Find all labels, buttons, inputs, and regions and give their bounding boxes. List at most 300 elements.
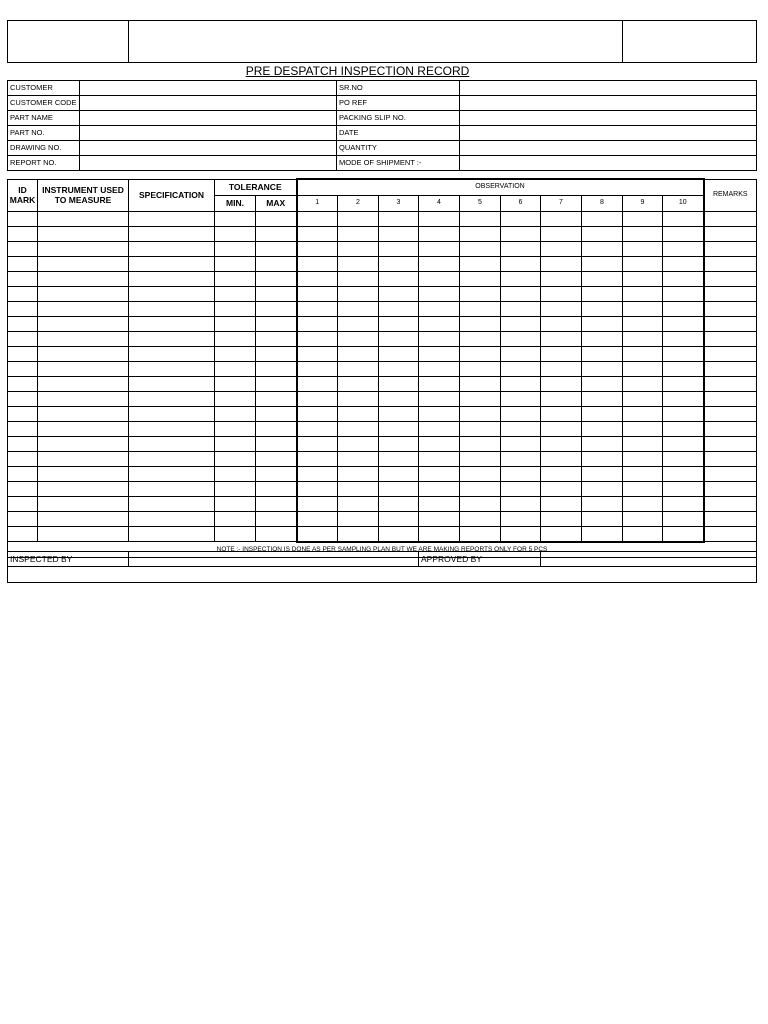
table-cell[interactable]	[419, 436, 460, 451]
table-cell[interactable]	[215, 226, 256, 241]
table-cell[interactable]	[663, 301, 704, 316]
table-cell[interactable]	[704, 286, 757, 301]
table-cell[interactable]	[460, 466, 501, 481]
table-cell[interactable]	[215, 271, 256, 286]
table-cell[interactable]	[215, 256, 256, 271]
table-cell[interactable]	[379, 496, 419, 511]
table-cell[interactable]	[419, 526, 460, 542]
table-cell[interactable]	[541, 466, 582, 481]
table-cell[interactable]	[379, 526, 419, 542]
table-cell[interactable]	[256, 421, 297, 436]
table-cell[interactable]	[38, 391, 129, 406]
table-cell[interactable]	[663, 376, 704, 391]
table-cell[interactable]	[8, 436, 38, 451]
table-cell[interactable]	[129, 346, 215, 361]
table-cell[interactable]	[8, 241, 38, 256]
table-cell[interactable]	[419, 256, 460, 271]
info-value-field[interactable]	[80, 126, 337, 141]
table-cell[interactable]	[582, 346, 623, 361]
table-cell[interactable]	[541, 271, 582, 286]
approved-by-field[interactable]	[541, 552, 757, 567]
table-cell[interactable]	[501, 346, 541, 361]
table-cell[interactable]	[129, 526, 215, 542]
table-cell[interactable]	[460, 406, 501, 421]
table-cell[interactable]	[38, 226, 129, 241]
table-cell[interactable]	[338, 481, 379, 496]
table-cell[interactable]	[338, 511, 379, 526]
table-cell[interactable]	[419, 286, 460, 301]
table-cell[interactable]	[582, 331, 623, 346]
table-cell[interactable]	[338, 391, 379, 406]
table-cell[interactable]	[704, 316, 757, 331]
table-cell[interactable]	[215, 391, 256, 406]
table-cell[interactable]	[38, 301, 129, 316]
table-cell[interactable]	[541, 346, 582, 361]
table-cell[interactable]	[541, 286, 582, 301]
table-cell[interactable]	[704, 211, 757, 226]
table-cell[interactable]	[501, 301, 541, 316]
table-cell[interactable]	[256, 271, 297, 286]
table-cell[interactable]	[8, 361, 38, 376]
table-cell[interactable]	[704, 361, 757, 376]
table-cell[interactable]	[501, 286, 541, 301]
table-cell[interactable]	[704, 526, 757, 542]
table-cell[interactable]	[129, 241, 215, 256]
table-cell[interactable]	[297, 211, 338, 226]
table-cell[interactable]	[256, 391, 297, 406]
table-cell[interactable]	[338, 301, 379, 316]
table-cell[interactable]	[129, 316, 215, 331]
table-cell[interactable]	[215, 406, 256, 421]
table-cell[interactable]	[8, 301, 38, 316]
table-cell[interactable]	[8, 331, 38, 346]
table-cell[interactable]	[704, 226, 757, 241]
table-cell[interactable]	[338, 241, 379, 256]
table-cell[interactable]	[338, 436, 379, 451]
table-cell[interactable]	[501, 241, 541, 256]
table-cell[interactable]	[8, 226, 38, 241]
table-cell[interactable]	[704, 436, 757, 451]
table-cell[interactable]	[704, 451, 757, 466]
table-cell[interactable]	[460, 361, 501, 376]
table-cell[interactable]	[623, 481, 663, 496]
table-cell[interactable]	[38, 451, 129, 466]
table-cell[interactable]	[297, 316, 338, 331]
table-cell[interactable]	[460, 331, 501, 346]
table-cell[interactable]	[460, 346, 501, 361]
table-cell[interactable]	[38, 466, 129, 481]
table-cell[interactable]	[501, 496, 541, 511]
info-value-field[interactable]	[460, 96, 757, 111]
table-cell[interactable]	[338, 271, 379, 286]
table-cell[interactable]	[704, 421, 757, 436]
table-cell[interactable]	[129, 331, 215, 346]
table-cell[interactable]	[215, 286, 256, 301]
table-cell[interactable]	[256, 406, 297, 421]
table-cell[interactable]	[256, 256, 297, 271]
table-cell[interactable]	[623, 421, 663, 436]
table-cell[interactable]	[38, 331, 129, 346]
table-cell[interactable]	[379, 421, 419, 436]
table-cell[interactable]	[129, 286, 215, 301]
table-cell[interactable]	[623, 316, 663, 331]
table-cell[interactable]	[623, 241, 663, 256]
table-cell[interactable]	[8, 286, 38, 301]
table-cell[interactable]	[419, 376, 460, 391]
table-cell[interactable]	[704, 301, 757, 316]
table-cell[interactable]	[8, 421, 38, 436]
table-cell[interactable]	[623, 331, 663, 346]
table-cell[interactable]	[379, 301, 419, 316]
table-cell[interactable]	[704, 511, 757, 526]
table-cell[interactable]	[704, 376, 757, 391]
table-cell[interactable]	[663, 436, 704, 451]
table-cell[interactable]	[38, 316, 129, 331]
table-cell[interactable]	[541, 421, 582, 436]
table-cell[interactable]	[8, 391, 38, 406]
table-cell[interactable]	[623, 511, 663, 526]
table-cell[interactable]	[215, 241, 256, 256]
table-cell[interactable]	[623, 286, 663, 301]
table-cell[interactable]	[297, 226, 338, 241]
table-cell[interactable]	[338, 211, 379, 226]
table-cell[interactable]	[379, 361, 419, 376]
table-cell[interactable]	[338, 376, 379, 391]
table-cell[interactable]	[379, 346, 419, 361]
table-cell[interactable]	[663, 526, 704, 542]
table-cell[interactable]	[215, 436, 256, 451]
table-cell[interactable]	[582, 466, 623, 481]
table-cell[interactable]	[704, 256, 757, 271]
table-cell[interactable]	[541, 361, 582, 376]
table-cell[interactable]	[256, 466, 297, 481]
table-cell[interactable]	[129, 391, 215, 406]
table-cell[interactable]	[38, 361, 129, 376]
table-cell[interactable]	[419, 451, 460, 466]
table-cell[interactable]	[623, 301, 663, 316]
table-cell[interactable]	[582, 526, 623, 542]
table-cell[interactable]	[501, 256, 541, 271]
table-cell[interactable]	[663, 511, 704, 526]
table-cell[interactable]	[297, 331, 338, 346]
table-cell[interactable]	[38, 256, 129, 271]
table-cell[interactable]	[541, 226, 582, 241]
table-cell[interactable]	[419, 226, 460, 241]
info-value-field[interactable]	[460, 81, 757, 96]
table-cell[interactable]	[582, 451, 623, 466]
table-cell[interactable]	[419, 511, 460, 526]
table-cell[interactable]	[379, 271, 419, 286]
table-cell[interactable]	[501, 331, 541, 346]
table-cell[interactable]	[379, 391, 419, 406]
table-cell[interactable]	[419, 466, 460, 481]
table-cell[interactable]	[541, 496, 582, 511]
table-cell[interactable]	[419, 211, 460, 226]
table-cell[interactable]	[129, 301, 215, 316]
table-cell[interactable]	[419, 301, 460, 316]
table-cell[interactable]	[256, 511, 297, 526]
table-cell[interactable]	[582, 481, 623, 496]
table-cell[interactable]	[8, 526, 38, 542]
table-cell[interactable]	[460, 241, 501, 256]
table-cell[interactable]	[541, 316, 582, 331]
info-value-field[interactable]	[460, 156, 757, 171]
table-cell[interactable]	[460, 436, 501, 451]
table-cell[interactable]	[297, 421, 338, 436]
table-cell[interactable]	[297, 406, 338, 421]
table-cell[interactable]	[501, 211, 541, 226]
table-cell[interactable]	[663, 271, 704, 286]
table-cell[interactable]	[215, 211, 256, 226]
table-cell[interactable]	[256, 361, 297, 376]
table-cell[interactable]	[501, 376, 541, 391]
table-cell[interactable]	[338, 496, 379, 511]
table-cell[interactable]	[541, 436, 582, 451]
table-cell[interactable]	[704, 271, 757, 286]
table-cell[interactable]	[129, 511, 215, 526]
table-cell[interactable]	[704, 481, 757, 496]
table-cell[interactable]	[379, 286, 419, 301]
table-cell[interactable]	[704, 466, 757, 481]
table-cell[interactable]	[8, 481, 38, 496]
table-cell[interactable]	[129, 466, 215, 481]
table-cell[interactable]	[215, 361, 256, 376]
table-cell[interactable]	[460, 286, 501, 301]
info-value-field[interactable]	[80, 111, 337, 126]
table-cell[interactable]	[623, 436, 663, 451]
info-value-field[interactable]	[80, 141, 337, 156]
table-cell[interactable]	[541, 526, 582, 542]
table-cell[interactable]	[460, 226, 501, 241]
table-cell[interactable]	[129, 406, 215, 421]
table-cell[interactable]	[338, 421, 379, 436]
info-value-field[interactable]	[460, 111, 757, 126]
table-cell[interactable]	[129, 226, 215, 241]
table-cell[interactable]	[663, 211, 704, 226]
table-cell[interactable]	[256, 226, 297, 241]
table-cell[interactable]	[419, 391, 460, 406]
table-cell[interactable]	[460, 511, 501, 526]
table-cell[interactable]	[501, 436, 541, 451]
table-cell[interactable]	[501, 361, 541, 376]
table-cell[interactable]	[582, 376, 623, 391]
table-cell[interactable]	[541, 406, 582, 421]
table-cell[interactable]	[582, 256, 623, 271]
table-cell[interactable]	[338, 406, 379, 421]
table-cell[interactable]	[460, 271, 501, 286]
table-cell[interactable]	[297, 256, 338, 271]
table-cell[interactable]	[623, 391, 663, 406]
table-cell[interactable]	[704, 391, 757, 406]
table-cell[interactable]	[704, 406, 757, 421]
table-cell[interactable]	[460, 211, 501, 226]
table-cell[interactable]	[582, 391, 623, 406]
table-cell[interactable]	[129, 256, 215, 271]
table-cell[interactable]	[38, 496, 129, 511]
table-cell[interactable]	[501, 406, 541, 421]
table-cell[interactable]	[38, 346, 129, 361]
table-cell[interactable]	[663, 346, 704, 361]
table-cell[interactable]	[297, 511, 338, 526]
table-cell[interactable]	[38, 406, 129, 421]
table-cell[interactable]	[419, 241, 460, 256]
table-cell[interactable]	[338, 226, 379, 241]
table-cell[interactable]	[460, 451, 501, 466]
table-cell[interactable]	[8, 346, 38, 361]
table-cell[interactable]	[215, 376, 256, 391]
table-cell[interactable]	[379, 331, 419, 346]
table-cell[interactable]	[541, 331, 582, 346]
table-cell[interactable]	[623, 526, 663, 542]
table-cell[interactable]	[460, 496, 501, 511]
table-cell[interactable]	[541, 511, 582, 526]
table-cell[interactable]	[256, 376, 297, 391]
table-cell[interactable]	[379, 481, 419, 496]
table-cell[interactable]	[129, 421, 215, 436]
table-cell[interactable]	[8, 466, 38, 481]
table-cell[interactable]	[297, 361, 338, 376]
info-value-field[interactable]	[80, 81, 337, 96]
table-cell[interactable]	[8, 271, 38, 286]
table-cell[interactable]	[338, 361, 379, 376]
table-cell[interactable]	[419, 361, 460, 376]
table-cell[interactable]	[501, 466, 541, 481]
table-cell[interactable]	[297, 466, 338, 481]
table-cell[interactable]	[8, 256, 38, 271]
table-cell[interactable]	[663, 331, 704, 346]
table-cell[interactable]	[663, 466, 704, 481]
table-cell[interactable]	[338, 331, 379, 346]
table-cell[interactable]	[623, 466, 663, 481]
table-cell[interactable]	[419, 481, 460, 496]
table-cell[interactable]	[8, 316, 38, 331]
table-cell[interactable]	[623, 406, 663, 421]
table-cell[interactable]	[297, 301, 338, 316]
table-cell[interactable]	[8, 406, 38, 421]
info-value-field[interactable]	[460, 126, 757, 141]
table-cell[interactable]	[663, 241, 704, 256]
table-cell[interactable]	[338, 286, 379, 301]
table-cell[interactable]	[379, 466, 419, 481]
table-cell[interactable]	[460, 256, 501, 271]
table-cell[interactable]	[38, 526, 129, 542]
table-cell[interactable]	[501, 481, 541, 496]
table-cell[interactable]	[704, 346, 757, 361]
table-cell[interactable]	[338, 466, 379, 481]
table-cell[interactable]	[541, 376, 582, 391]
table-cell[interactable]	[460, 421, 501, 436]
table-cell[interactable]	[215, 331, 256, 346]
table-cell[interactable]	[582, 301, 623, 316]
table-cell[interactable]	[582, 421, 623, 436]
table-cell[interactable]	[38, 271, 129, 286]
table-cell[interactable]	[663, 286, 704, 301]
table-cell[interactable]	[297, 271, 338, 286]
table-cell[interactable]	[297, 376, 338, 391]
table-cell[interactable]	[379, 226, 419, 241]
table-cell[interactable]	[501, 511, 541, 526]
table-cell[interactable]	[582, 511, 623, 526]
table-cell[interactable]	[704, 241, 757, 256]
table-cell[interactable]	[623, 346, 663, 361]
table-cell[interactable]	[129, 451, 215, 466]
inspected-by-field[interactable]	[129, 552, 419, 567]
table-cell[interactable]	[623, 496, 663, 511]
info-value-field[interactable]	[80, 156, 337, 171]
table-cell[interactable]	[419, 406, 460, 421]
table-cell[interactable]	[379, 451, 419, 466]
table-cell[interactable]	[419, 496, 460, 511]
table-cell[interactable]	[419, 421, 460, 436]
table-cell[interactable]	[582, 226, 623, 241]
table-cell[interactable]	[297, 436, 338, 451]
table-cell[interactable]	[663, 451, 704, 466]
table-cell[interactable]	[8, 496, 38, 511]
table-cell[interactable]	[501, 421, 541, 436]
table-cell[interactable]	[38, 436, 129, 451]
table-cell[interactable]	[379, 316, 419, 331]
info-value-field[interactable]	[80, 96, 337, 111]
table-cell[interactable]	[419, 271, 460, 286]
table-cell[interactable]	[419, 316, 460, 331]
table-cell[interactable]	[582, 316, 623, 331]
table-cell[interactable]	[623, 226, 663, 241]
table-cell[interactable]	[460, 376, 501, 391]
table-cell[interactable]	[297, 451, 338, 466]
table-cell[interactable]	[501, 391, 541, 406]
table-cell[interactable]	[379, 256, 419, 271]
table-cell[interactable]	[215, 301, 256, 316]
table-cell[interactable]	[297, 496, 338, 511]
table-cell[interactable]	[623, 271, 663, 286]
table-cell[interactable]	[663, 316, 704, 331]
table-cell[interactable]	[379, 376, 419, 391]
table-cell[interactable]	[460, 301, 501, 316]
info-value-field[interactable]	[460, 141, 757, 156]
table-cell[interactable]	[256, 496, 297, 511]
table-cell[interactable]	[129, 376, 215, 391]
table-cell[interactable]	[663, 361, 704, 376]
table-cell[interactable]	[297, 346, 338, 361]
table-cell[interactable]	[541, 301, 582, 316]
table-cell[interactable]	[297, 481, 338, 496]
table-cell[interactable]	[215, 481, 256, 496]
table-cell[interactable]	[129, 361, 215, 376]
table-cell[interactable]	[460, 526, 501, 542]
table-cell[interactable]	[541, 211, 582, 226]
table-cell[interactable]	[541, 256, 582, 271]
table-cell[interactable]	[501, 226, 541, 241]
table-cell[interactable]	[215, 421, 256, 436]
table-cell[interactable]	[379, 211, 419, 226]
table-cell[interactable]	[379, 406, 419, 421]
table-cell[interactable]	[460, 391, 501, 406]
table-cell[interactable]	[582, 436, 623, 451]
table-cell[interactable]	[38, 376, 129, 391]
table-cell[interactable]	[338, 256, 379, 271]
table-cell[interactable]	[501, 316, 541, 331]
table-cell[interactable]	[256, 451, 297, 466]
table-cell[interactable]	[501, 451, 541, 466]
table-cell[interactable]	[8, 511, 38, 526]
table-cell[interactable]	[663, 406, 704, 421]
table-cell[interactable]	[256, 346, 297, 361]
table-cell[interactable]	[215, 526, 256, 542]
table-cell[interactable]	[215, 511, 256, 526]
table-cell[interactable]	[338, 316, 379, 331]
table-cell[interactable]	[256, 286, 297, 301]
table-cell[interactable]	[582, 211, 623, 226]
